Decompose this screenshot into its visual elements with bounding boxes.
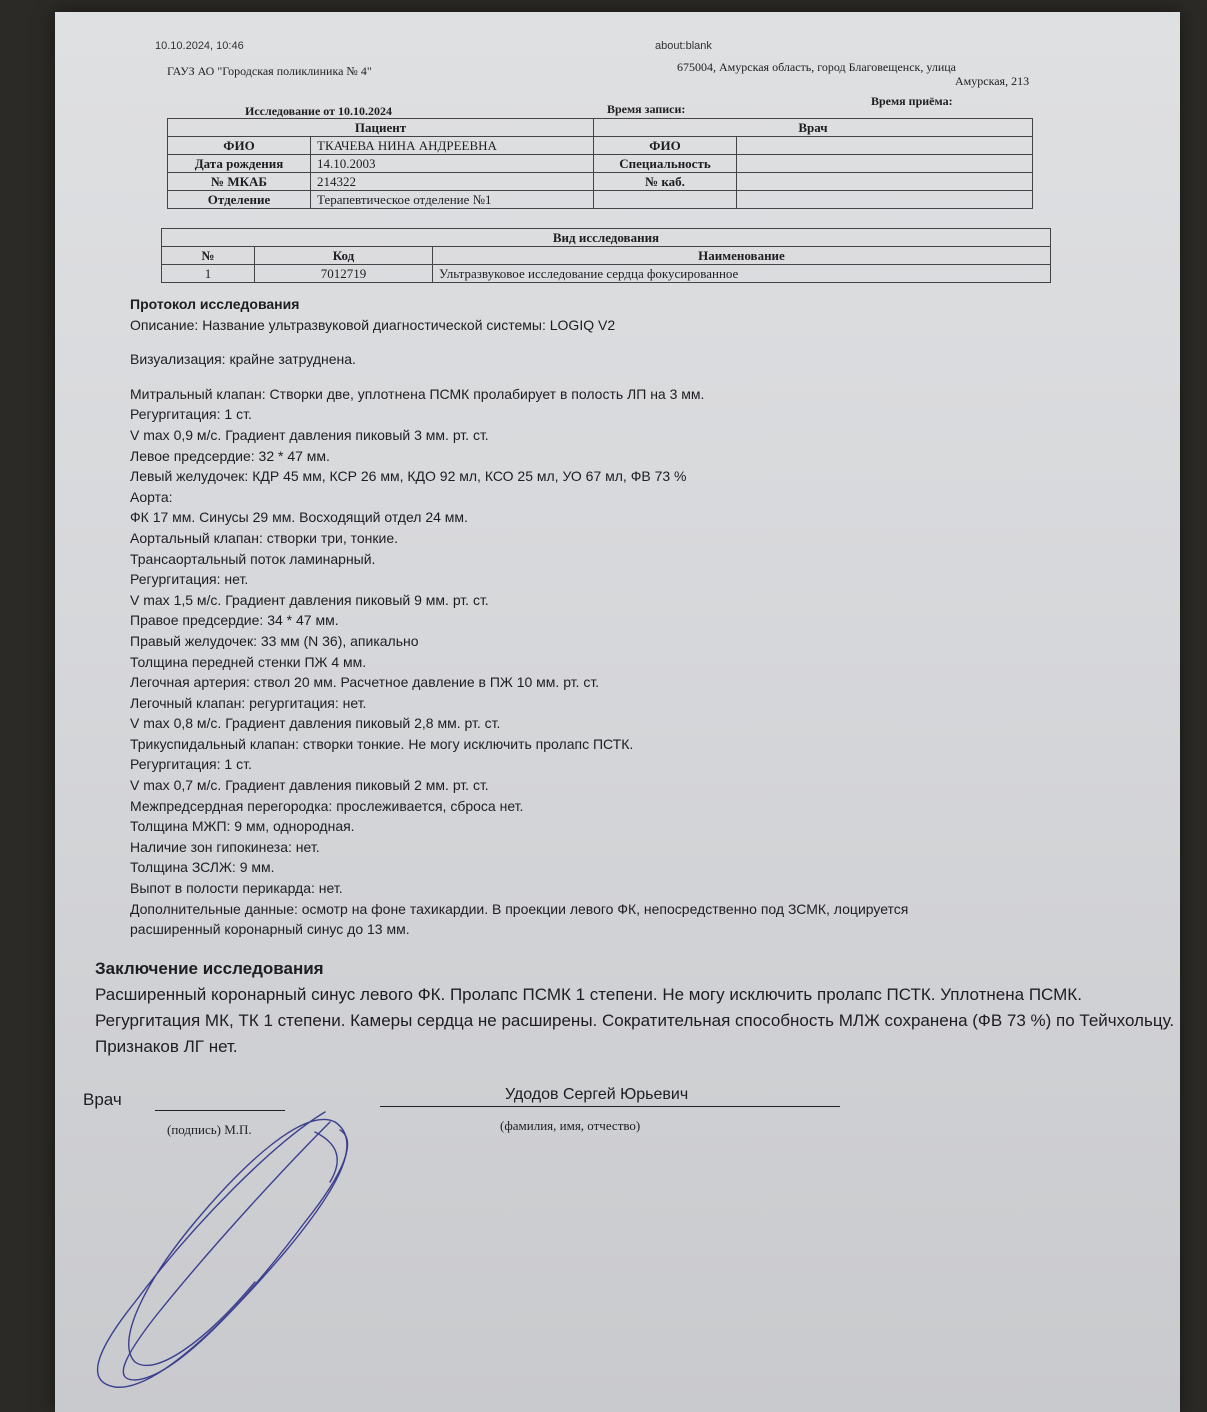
protocol-line: Правый желудочек: 33 мм (N 36), апикально	[130, 632, 419, 649]
patient-table	[167, 118, 1033, 209]
clinic-name: ГАУЗ АО "Городская поликлиника № 4"	[167, 64, 372, 78]
mkab-label: № МКАБ	[168, 173, 311, 191]
protocol-line: Дополнительные данные: осмотр на фоне тахикардии. В проекции левого ФК, непосредственно под ЗСМК, лоцируется	[130, 900, 909, 917]
col-code: Код	[255, 247, 433, 265]
protocol-line: V max 1,5 м/с. Градиент давления пиковый 9 мм. рт. ст.	[130, 591, 489, 608]
study-date: Исследование от 10.10.2024	[245, 104, 393, 118]
name-caption: (фамилия, имя, отчество)	[500, 1118, 641, 1133]
doctor-fio-label: ФИО	[594, 137, 737, 155]
conclusion-title: Заключение исследования	[95, 959, 324, 978]
cabinet-value	[737, 173, 1033, 191]
specialty-label: Специальность	[594, 155, 737, 173]
doctor-name: Удодов Сергей Юрьевич	[505, 1086, 689, 1103]
protocol-line: Толщина МЖП: 9 мм, однородная.	[130, 818, 355, 835]
protocol-line: ФК 17 мм. Синусы 29 мм. Восходящий отдел 24 мм.	[130, 509, 468, 526]
protocol-line: Выпот в полости перикарда: нет.	[130, 880, 343, 897]
protocol-line: Правое предсердие: 34 * 47 мм.	[130, 612, 339, 629]
study-row-number: 1	[162, 265, 255, 283]
protocol-line: расширенный коронарный синус до 13 мм.	[130, 921, 410, 938]
protocol-line: Описание: Название ультразвуковой диагностической системы: LOGIQ V2	[130, 316, 616, 333]
protocol-line: Толщина ЗСЛЖ: 9 мм.	[130, 859, 275, 876]
clinic-address-line1: 675004, Амурская область, город Благовещенск, улица	[677, 60, 956, 74]
protocol-title: Протокол исследования	[130, 296, 300, 312]
study-row-code: 7012719	[255, 265, 433, 283]
doctor-header: Врач	[594, 119, 1033, 137]
protocol-line: V max 0,7 м/с. Градиент давления пиковый 2 мм. рт. ст.	[130, 777, 489, 794]
department-value: Терапевтическое отделение №1	[311, 191, 594, 209]
patient-fio-value: ТКАЧЕВА НИНА АНДРЕЕВНА	[311, 137, 594, 155]
protocol-line: Наличие зон гипокинеза: нет.	[130, 838, 320, 855]
document-page	[55, 12, 1180, 1412]
protocol-line: Левый желудочек: КДР 45 мм, КСР 26 мм, КДО 92 мл, КСО 25 мл, УО 67 мл, ФВ 73 %	[130, 468, 687, 485]
protocol-line: Толщина передней стенки ПЖ 4 мм.	[130, 653, 367, 670]
protocol-lines	[130, 315, 1130, 940]
protocol-line: Легочная артерия: ствол 20 мм. Расчетное давление в ПЖ 10 мм. рт. ст.	[130, 674, 600, 691]
protocol-line: V max 0,9 м/с. Градиент давления пиковый 3 мм. рт. ст.	[130, 426, 489, 443]
protocol-line: Регургитация: 1 ст.	[130, 406, 252, 423]
col-name: Наименование	[433, 247, 1051, 265]
specialty-value	[737, 155, 1033, 173]
protocol-line: Аортальный клапан: створки три, тонкие.	[130, 529, 399, 546]
handwritten-signature	[75, 1102, 395, 1402]
mkab-value: 214322	[311, 173, 594, 191]
conclusion-section	[95, 956, 1185, 1060]
protocol-line: Трикуспидальный клапан: створки тонкие. Не могу исключить пролапс ПСТК.	[130, 735, 634, 752]
empty-cell	[737, 191, 1033, 209]
protocol-gap	[130, 335, 1130, 349]
study-row-name: Ультразвуковое исследование сердца фокусированное	[433, 265, 1051, 283]
birthdate-label: Дата рождения	[168, 155, 311, 173]
print-datetime: 10.10.2024, 10:46	[155, 40, 244, 52]
protocol-line: Регургитация: нет.	[130, 571, 249, 588]
protocol-line: Регургитация: 1 ст.	[130, 756, 252, 773]
clinic-address-line2: Амурская, 213	[955, 74, 1030, 88]
protocol-section	[130, 294, 1130, 940]
protocol-line: Митральный клапан: Створки две, уплотнена ПСМК пролабирует в полость ЛП на 3 мм.	[130, 385, 705, 402]
study-table	[161, 228, 1051, 283]
protocol-line: Визуализация: крайне затруднена.	[130, 351, 356, 368]
protocol-line: Трансаортальный поток ламинарный.	[130, 550, 376, 567]
protocol-line: Легочный клапан: регургитация: нет.	[130, 694, 367, 711]
patient-header: Пациент	[168, 119, 594, 137]
protocol-line: Межпредсердная перегородка: прослеживается, сброса нет.	[130, 797, 524, 814]
col-number: №	[162, 247, 255, 265]
conclusion-text: Расширенный коронарный синус левого ФК. Пролапс ПСМК 1 степени. Не могу исключить пролапс ПСТК. Уплотнена ПСМК. Регургитация МК, ТК 1 степени. Камеры сердца не расширены. Сократительная способность МЛЖ сохранена (ФВ 73 %) по Тейчхольцу. Признаков ЛГ нет.	[95, 985, 1175, 1056]
birthdate-value: 14.10.2003	[311, 155, 594, 173]
doctor-fio-value	[737, 137, 1033, 155]
protocol-line: Аорта:	[130, 488, 173, 505]
name-line	[380, 1106, 840, 1107]
protocol-line: Левое предсердие: 32 * 47 мм.	[130, 447, 330, 464]
department-label: Отделение	[168, 191, 311, 209]
doctor-label: Врач	[83, 1090, 122, 1109]
study-table-title: Вид исследования	[162, 229, 1051, 247]
empty-cell	[594, 191, 737, 209]
visit-time-label: Время приёма:	[871, 94, 953, 108]
print-url: about:blank	[655, 40, 712, 52]
signature-caption: (подпись) М.П.	[167, 1122, 252, 1137]
record-time-label: Время записи:	[607, 102, 686, 116]
cabinet-label: № каб.	[594, 173, 737, 191]
protocol-gap	[130, 370, 1130, 384]
patient-fio-label: ФИО	[168, 137, 311, 155]
protocol-line: V max 0,8 м/с. Градиент давления пиковый 2,8 мм. рт. ст.	[130, 715, 501, 732]
